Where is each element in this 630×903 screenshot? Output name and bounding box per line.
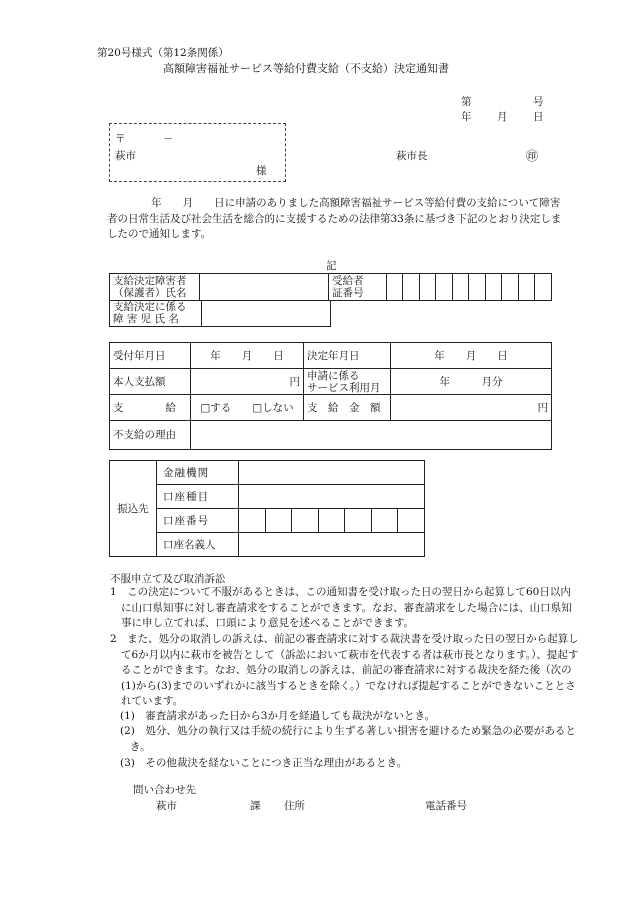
holder-field[interactable] [239, 533, 425, 557]
number-go: 号 [533, 96, 544, 108]
recipient-no-label: 受給者 証番号 [329, 274, 387, 301]
date-day: 日 [533, 111, 544, 123]
receipt-date-value[interactable]: 年 月 日 [191, 343, 304, 369]
contact-phone: 電話番号 [425, 800, 467, 812]
transfer-table [109, 460, 425, 557]
date-year: 年 [461, 111, 472, 123]
appeal-heading: 不服申立て及び取消訴訟 [110, 573, 226, 585]
contact-section: 課 [250, 800, 261, 812]
recipient-digit-cell[interactable] [452, 274, 469, 301]
postal-mark: 〒 [115, 133, 126, 145]
postal-dash: － [163, 133, 174, 145]
account-digit-cell[interactable] [318, 509, 345, 533]
applicant-name-field[interactable] [200, 274, 329, 301]
contact-heading: 問い合わせ先 [133, 784, 196, 796]
ki-heading: 記 [326, 260, 337, 272]
page-title: 高額障害福祉サービス等給付費支給（不支給）決定通知書 [163, 62, 449, 75]
payment-label: 支 給 [110, 395, 191, 421]
address-city: 萩市 [115, 150, 136, 162]
amount-value[interactable]: 円 [391, 395, 552, 421]
seal-mark: ㊞ [526, 149, 539, 163]
appeal-item-1: 1 この決定について不服があるときは、この通知書を受け取った日の翌日から起算して60日以内に山口県知事に対し審査請求をすることができます。なお、審査請求をした場合には、山口県知事に申し立てれば、口頭により意見を述べることができます。 [110, 586, 572, 629]
service-month-value[interactable]: 年 月分 [391, 369, 552, 395]
applicant-label: 支給決定障害者 （保護者）氏名 [110, 274, 200, 301]
applicant-table [109, 273, 552, 301]
date-month: 月 [497, 111, 508, 123]
receipt-date-label: 受付年月日 [110, 343, 191, 369]
account-type-field[interactable] [239, 485, 425, 509]
account-digit-cell[interactable] [239, 509, 266, 533]
child-label: 支給決定に係る 障 害 児 氏 名 [110, 300, 202, 327]
account-digit-cell[interactable] [371, 509, 398, 533]
form-number: 第20号様式（第12条関係） [97, 47, 229, 59]
transfer-label: 振込先 [110, 461, 157, 557]
account-digit-cell[interactable] [398, 509, 425, 533]
decision-date-value[interactable]: 年 月 日 [391, 343, 552, 369]
issuer-name: 萩市長 [396, 150, 428, 162]
appeal-sub-1: (1) 審査請求があった日から3か月を経過しても裁決がないとき。 [120, 710, 436, 722]
payment-options[interactable]: □する □しない [191, 395, 304, 421]
reason-field[interactable] [191, 421, 552, 450]
self-pay-value[interactable]: 円 [191, 369, 304, 395]
account-digit-cell[interactable] [345, 509, 372, 533]
decision-table [109, 342, 552, 450]
recipient-digit-cell[interactable] [485, 274, 502, 301]
bank-field[interactable] [239, 461, 425, 485]
number-dai: 第 [461, 96, 472, 108]
recipient-digit-cell[interactable] [502, 274, 519, 301]
account-digit-cell[interactable] [292, 509, 319, 533]
recipient-digit-cell[interactable] [419, 274, 436, 301]
bank-label: 金融機関 [157, 461, 239, 485]
amount-label: 支 給 金 額 [304, 395, 391, 421]
contact-address: 住所 [284, 800, 305, 812]
holder-label: 口座名義人 [157, 533, 239, 557]
recipient-digit-cell[interactable] [469, 274, 486, 301]
contact-city: 萩市 [156, 800, 177, 812]
appeal-sub-3: (3) その他裁決を経ないことにつき正当な理由があるとき。 [120, 757, 408, 769]
recipient-digit-cell[interactable] [518, 274, 535, 301]
account-digit-cell[interactable] [265, 509, 292, 533]
self-pay-label: 本人支払額 [110, 369, 191, 395]
recipient-digit-cell[interactable] [436, 274, 453, 301]
recipient-digit-cell[interactable] [535, 274, 552, 301]
appeal-item-2: 2 また、処分の取消しの訴えは、前記の審査請求に対する裁決書を受け取った日の翌日から起算して6か月以内に萩市を被告として（訴訟において萩市を代表する者は萩市長となります。）、提起することができます。なお、処分の取消しの訴えは、前記の審査請求に対する裁決を経た後（次の(1)から(3)までのいずれかに該当するときを除く。）でなければ提起することができないこととされています。 [110, 633, 579, 707]
recipient-digit-cell[interactable] [403, 274, 420, 301]
decision-date-label: 決定年月日 [304, 343, 391, 369]
account-no-label: 口座番号 [157, 509, 239, 533]
intro-text: 年 月 日に申請のありました高額障害福祉サービス等給付費の支給について障害者の日常生活及び社会生活を総合的に支援するための法律第33条に基づき下記のとおり決定しましたので通知します。 [107, 197, 562, 240]
child-table [109, 300, 331, 327]
reason-label: 不支給の理由 [110, 421, 191, 450]
address-sama: 様 [256, 165, 267, 177]
service-month-label: 申請に係る サービス利用月 [304, 369, 391, 395]
appeal-sub-2: (2) 処分、処分の執行又は手続の続行により生ずる著しい損害を避けるため緊急の必要があるとき。 [120, 725, 576, 753]
account-type-label: 口座種目 [157, 485, 239, 509]
recipient-digit-cell[interactable] [386, 274, 403, 301]
child-name-field[interactable] [202, 300, 331, 327]
